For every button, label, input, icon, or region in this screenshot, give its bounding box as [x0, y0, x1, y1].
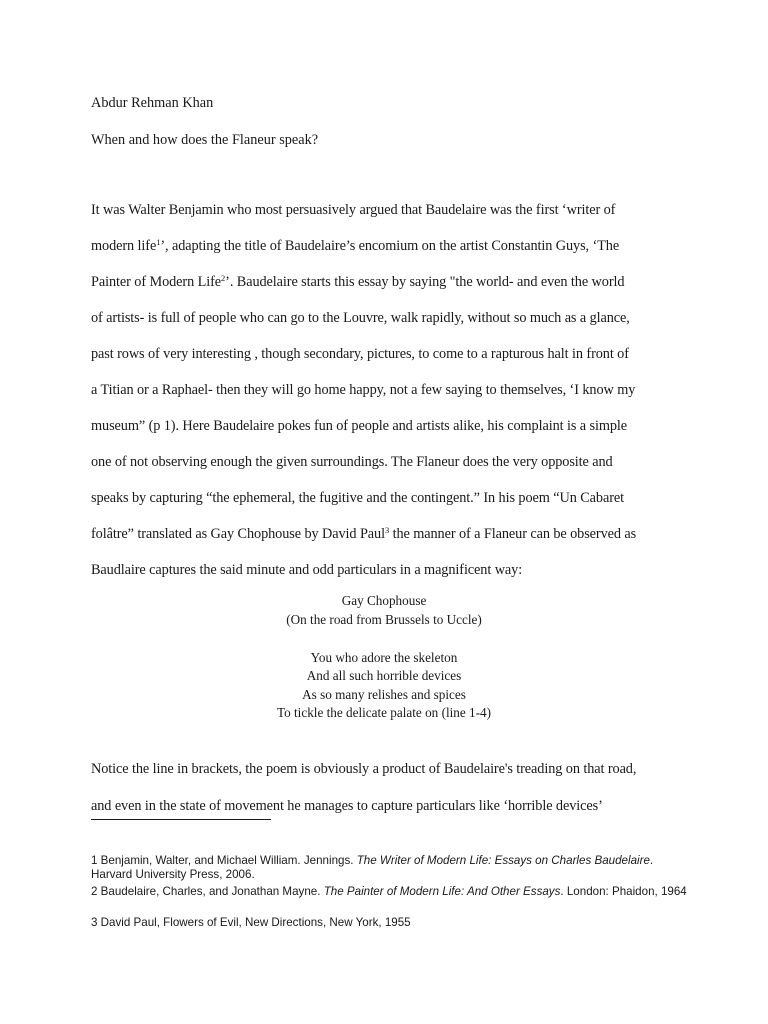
footnote-separator: [91, 819, 271, 820]
footnote-2: [91, 885, 691, 899]
paragraph-line: of artists- is full of people who can go to the Louvre, walk rapidly, without so much as a glance,: [91, 310, 630, 326]
paragraph-line: museum” (p 1). Here Baudelaire pokes fun of people and artists alike, his complaint is a simple: [91, 418, 628, 434]
paragraph-line: [91, 525, 636, 544]
paragraph-line: and even in the state of movement he manages to capture particulars like ‘horrible devices’: [91, 798, 603, 814]
text-run: ’. Baudelaire starts this essay by saying "the world- and even the world: [225, 274, 625, 290]
paragraph-line: Baudlaire captures the said minute and odd particulars in a magnificent way:: [91, 562, 523, 578]
footnote-text: . London: Phaidon, 1964: [560, 885, 687, 898]
footnote-text: . Harvard University Press, 2006.: [91, 854, 654, 882]
text-run: modern life: [91, 238, 157, 254]
paragraph-line: [91, 273, 624, 292]
footnote-text: David Paul, Flowers of Evil, New Directions, New York, 1955: [97, 916, 411, 929]
paragraph-line: one of not observing enough the given surroundings. The Flaneur does the very opposite and: [91, 454, 613, 470]
text-run: ’, adapting the title of Baudelaire’s encomium on the artist Constantin Guys, ‘The: [160, 238, 620, 254]
paragraph-line: It was Walter Benjamin who most persuasively argued that Baudelaire was the first ‘writer of: [91, 202, 616, 218]
footnote-ref-2: 2: [221, 273, 226, 283]
text-run: Painter of Modern Life: [91, 274, 222, 290]
poem-line: To tickle the delicate palate on (line 1-4): [276, 705, 491, 720]
paragraph-line: a Titian or a Raphael- then they will go home happy, not a few saying to themselves, ‘I know my: [91, 382, 636, 398]
text-run: folâtre” translated as Gay Chophouse by David Paul: [91, 526, 385, 542]
poem-line: As so many relishes and spices: [302, 687, 466, 702]
paragraph-line: [91, 237, 619, 256]
paragraph-line: speaks by capturing “the ephemeral, the fugitive and the contingent.” In his poem “Un Cabaret: [91, 490, 625, 506]
footnote-text: Baudelaire, Charles, and Jonathan Mayne.: [97, 885, 324, 898]
footnote-mark: 3: [91, 916, 98, 929]
footnote-3: [91, 916, 691, 930]
text-run: the manner of a Flaneur can be observed as: [389, 526, 637, 542]
footnote-ref-3: 3: [384, 525, 390, 535]
paragraph-line: past rows of very interesting , though secondary, pictures, to come to a rapturous halt in front of: [91, 346, 629, 362]
poem-line: You who adore the skeleton: [310, 650, 458, 665]
essay-title: When and how does the Flaneur speak?: [91, 132, 319, 148]
paragraph-line: Notice the line in brackets, the poem is obviously a product of Baudelaire's treading on that road,: [91, 761, 637, 777]
author-name: Abdur Rehman Khan: [91, 95, 214, 111]
footnote-text: Benjamin, Walter, and Michael William. Jennings.: [97, 854, 357, 867]
footnote-italic-title: The Painter of Modern Life: And Other Essays: [323, 885, 561, 898]
footnote-mark: 2: [91, 885, 98, 898]
poem-subtitle: (On the road from Brussels to Uccle): [286, 612, 482, 627]
poem-line: And all such horrible devices: [306, 668, 462, 683]
footnote-ref-1: 1: [156, 237, 161, 247]
footnote-mark: 1: [91, 854, 98, 867]
footnote-italic-title: The Writer of Modern Life: Essays on Charles Baudelaire: [356, 854, 650, 867]
poem-title: Gay Chophouse: [341, 593, 427, 608]
footnote-1: [91, 854, 691, 883]
